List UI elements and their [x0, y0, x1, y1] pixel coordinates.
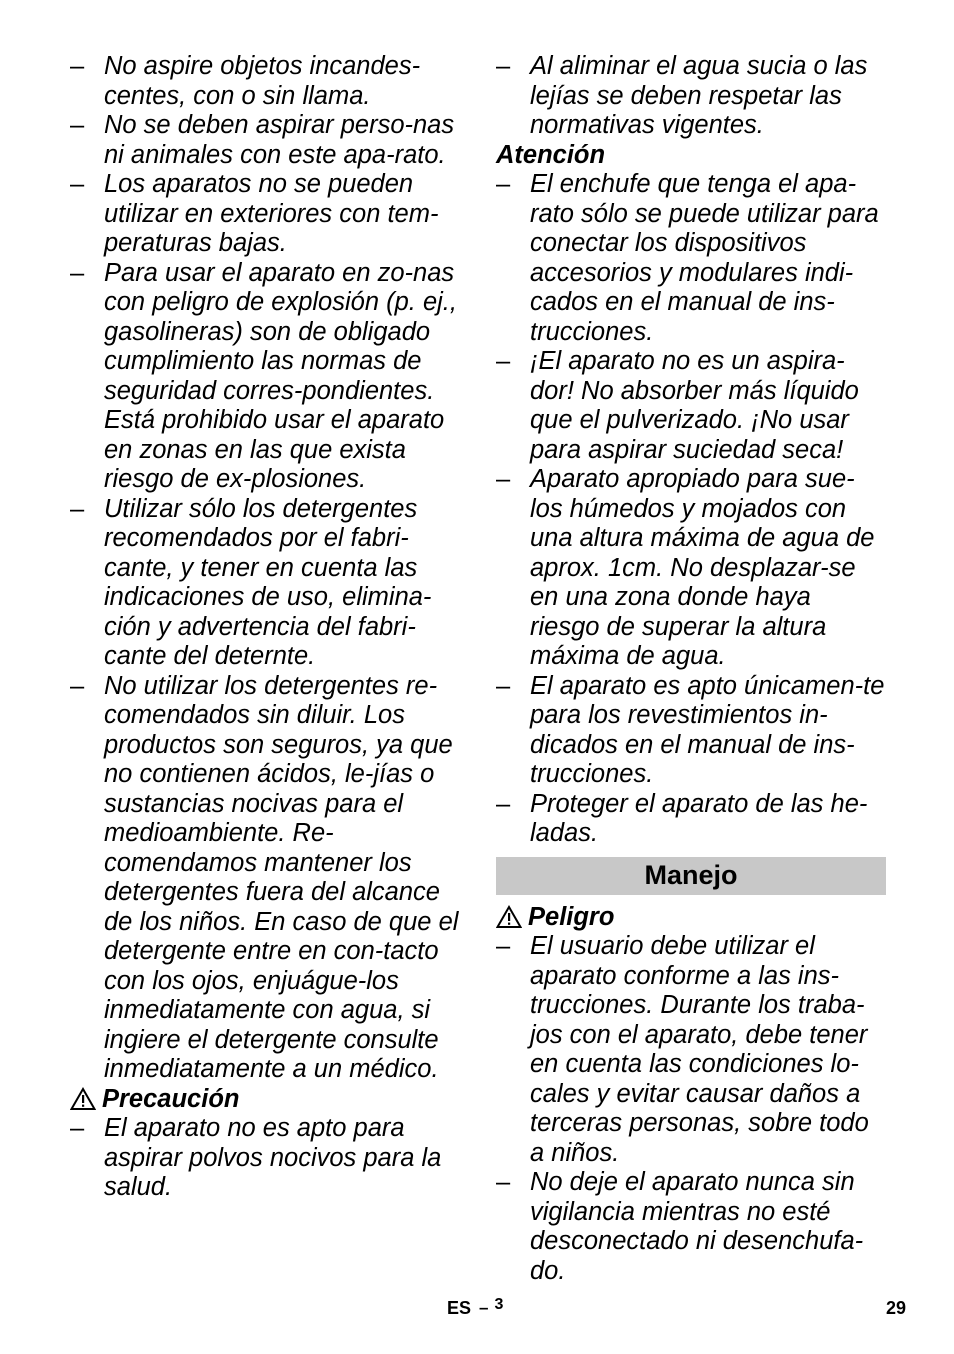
list-item: – No utilizar los detergentes re-comendados sin diluir. Los productos son seguros, ya que no contienen ácidos, le-jías o sustancias nocivas para el medioambiente. Re-comendamos mantener los detergentes fuera del alcance de los niños. En caso de que el detergente entre en con-tacto con los ojos, enjuágue-los inmediatamente con agua, si ingiere el detergente consulte inmediatamente a un médico.: [70, 671, 459, 1083]
list-item: – Utilizar sólo los detergentes recomendados por el fabri-cante, y tener en cuenta las indicaciones de uso, elimina-ción y advertencia del fabri-cante del deternte.: [70, 494, 432, 670]
warning-triangle-icon: [496, 905, 522, 929]
page-number: 29: [885, 1298, 906, 1318]
list-item: – No aspire objetos incandes-centes, con o sin llama.: [70, 52, 421, 110]
precaucion-heading: [70, 1085, 462, 1115]
section-title: Manejo: [644, 860, 738, 890]
list-dash: –: [496, 789, 511, 818]
atencion-heading: Atención: [496, 140, 606, 169]
list-dash: –: [496, 465, 511, 493]
section-title-bar: [496, 857, 886, 895]
list-item: – El usuario debe utilizar el aparato conforme a las ins-trucciones. Durante los traba-jos con el aparato, debe tener en cuenta las condiciones lo-cales y evitar causar daños a terceras personas, sobre todo a niños.: [496, 932, 869, 1167]
footer-section-page: 3: [494, 1296, 504, 1313]
list-item: – El aparato no es apto para aspirar polvos nocivos para la salud.: [70, 1114, 442, 1201]
list-dash: –: [496, 671, 511, 700]
footer-separator: –: [479, 1298, 489, 1317]
peligro-heading: [496, 903, 886, 933]
list-item: – El aparato es apto únicamen-te para los revestimientos in-dicados en el manual de ins-trucciones.: [496, 671, 885, 788]
list-item: – Los aparatos no se pueden utilizar en exteriores con tem-peraturas bajas.: [70, 170, 439, 257]
list-dash: –: [496, 932, 511, 960]
list-item: – No se deben aspirar perso-nas ni animales con este apa-rato.: [70, 111, 455, 169]
list-item: – ¡El aparato no es un aspira-dor! No absorber más líquido que el pulverizado. ¡No usar para aspirar suciedad seca!: [496, 347, 859, 464]
list-dash: –: [496, 1168, 511, 1196]
list-dash: –: [70, 170, 85, 198]
list-dash: –: [70, 258, 85, 287]
list-dash: –: [70, 671, 85, 700]
list-dash: –: [496, 170, 511, 198]
peligro-label: Peligro: [528, 902, 615, 931]
list-item: – Aparato apropiado para sue-los húmedos y mojados con una altura máxima de agua de aprox. 1cm. No desplazar-se en una zona donde haya riesgo de superar la altura máxima de agua.: [496, 465, 875, 670]
list-dash: –: [70, 1114, 85, 1142]
list-dash: –: [70, 494, 85, 523]
list-item: – El enchufe que tenga el apa-rato sólo se puede utilizar para conectar los dispositivos accesorios y modulares indi-cados en el manual de ins-trucciones.: [496, 170, 879, 346]
list-item: – Proteger el aparato de las he-ladas.: [496, 789, 868, 847]
footer-section-ref: [447, 1298, 503, 1319]
list-dash: –: [70, 111, 85, 139]
left-column: [70, 52, 462, 1203]
footer-lang-code: ES: [447, 1298, 472, 1318]
list-dash: –: [496, 52, 511, 80]
list-item: – Para usar el aparato en zo-nas con peligro de explosión (p. ej., gasolineras) son de obligado cumplimiento las normas de seguridad corres-pondientes. Está prohibido usar el aparato en zonas en las que exista riesgo de ex-plosiones.: [70, 258, 457, 493]
list-dash: –: [496, 347, 511, 375]
list-dash: –: [70, 52, 85, 80]
list-item: – No deje el aparato nunca sin vigilancia mientras no esté desconectado ni desenchufa-do.: [496, 1168, 864, 1285]
warning-triangle-icon: [70, 1087, 96, 1111]
right-column: [496, 52, 886, 1286]
list-item: – Al aliminar el agua sucia o las lejías se deben respetar las normativas vigentes.: [496, 52, 868, 139]
precaucion-label: Precaución: [102, 1084, 240, 1113]
